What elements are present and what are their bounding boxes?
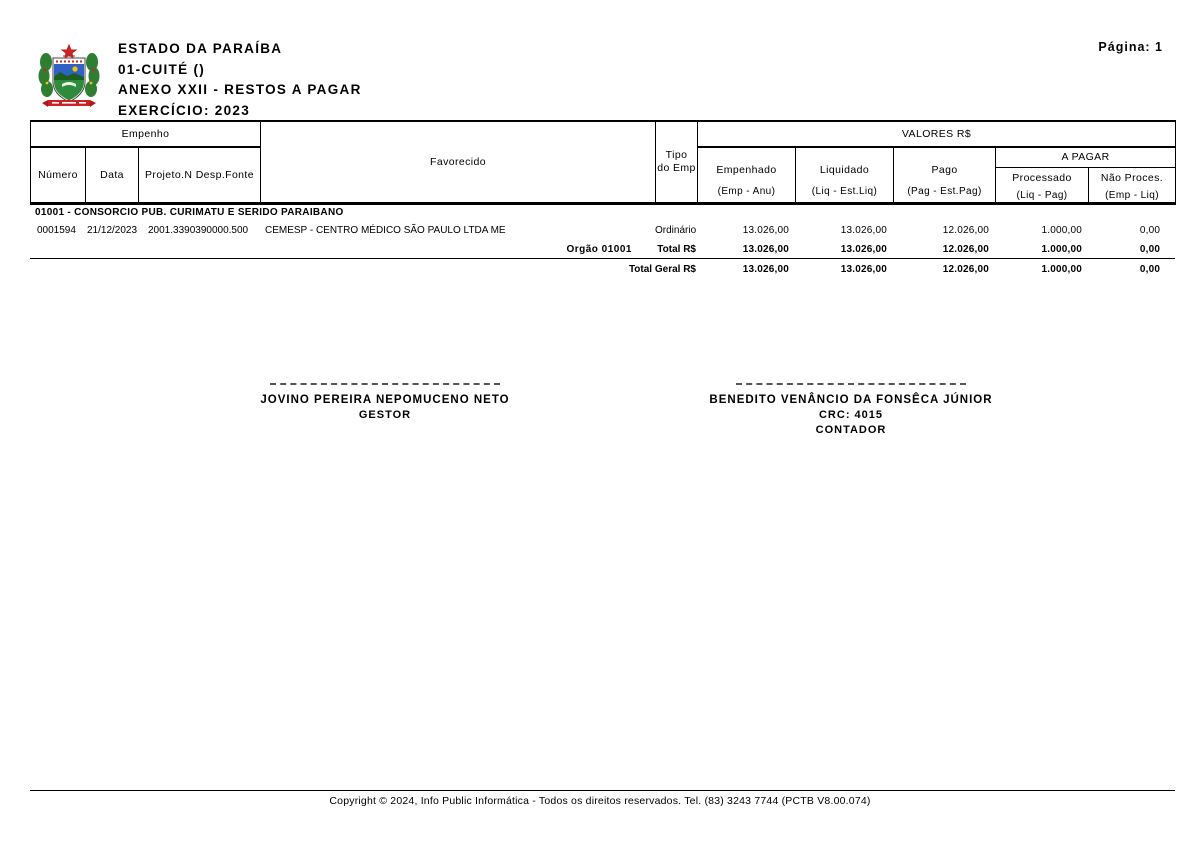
col-group-a-pagar: A PAGAR [996, 147, 1176, 167]
report-title: ANEXO XXII - RESTOS A PAGAR [118, 82, 362, 97]
cell-favorecido: CEMESP - CENTRO MÉDICO SÃO PAULO LTDA ME [265, 225, 506, 236]
signature-line [736, 383, 966, 385]
orgao-empenhado: 13.026,00 [742, 243, 789, 255]
cell-data: 21/12/2023 [87, 225, 138, 236]
group-header-row [30, 205, 1175, 221]
grand-nao-proces: 0,00 [1088, 259, 1175, 280]
col-header-tipo: Tipo do Emp [656, 121, 698, 203]
cell-empenhado: 13.026,00 [742, 225, 789, 236]
table-row [30, 221, 1175, 241]
signature-line [270, 383, 500, 385]
grand-pago: 12.026,00 [893, 259, 995, 280]
orgao-pago: 12.026,00 [942, 243, 989, 255]
grand-total-row [30, 259, 1175, 280]
paraiba-coat-of-arms-icon [38, 44, 100, 110]
cell-pago: 12.026,00 [942, 225, 989, 236]
orgao-total-row [30, 241, 1175, 259]
orgao-liquidado: 13.026,00 [840, 243, 887, 255]
report-table [30, 120, 1175, 280]
grand-liquidado: 13.026,00 [795, 259, 893, 280]
contador-role: CONTADOR [815, 423, 887, 436]
grand-processado: 1.000,00 [995, 259, 1088, 280]
orgao-total-label: Total R$ [657, 243, 696, 255]
page-number: Página: 1 [1098, 40, 1163, 54]
col-header-processado: Processado (Liq - Pag) [996, 167, 1089, 203]
copyright-text: Copyright © 2024, Info Public Informática - Todos os direitos reservados. Tel. (83) 3243 7744 (PCTB V8.00.074) [329, 795, 871, 807]
contador-name: BENEDITO VENÂNCIO DA FONSÊCA JÚNIOR [709, 394, 993, 406]
org-name: ESTADO DA PARAÍBA [118, 41, 283, 56]
cell-liquidado: 13.026,00 [840, 225, 887, 236]
group-header-label: 01001 - CONSORCIO PUB. CURIMATU E SERIDO PARAIBANO [35, 207, 344, 218]
col-header-nao-proces: Não Proces. (Emp - Liq) [1089, 167, 1176, 203]
col-header-favorecido: Favorecido [261, 121, 656, 203]
col-header-empenhado: Empenhado (Emp - Anu) [698, 147, 796, 203]
crest-star [62, 45, 76, 58]
table-body [30, 205, 1175, 280]
orgao-label: Orgão 01001 [566, 243, 632, 255]
signature-contador [681, 383, 1021, 437]
exercise-year: EXERCÍCIO: 2023 [118, 102, 251, 118]
col-header-projeto: Projeto.N Desp.Fonte [139, 147, 261, 203]
cell-nao-proces: 0,00 [1139, 225, 1161, 236]
cell-projeto: 2001.3390390000.500 [148, 225, 249, 236]
col-header-pago: Pago (Pag - Est.Pag) [894, 147, 996, 203]
contador-crc: CRC: 4015 [818, 409, 884, 421]
gestor-role: GESTOR [358, 409, 412, 421]
entity-name: 01-CUITÉ () [118, 61, 206, 77]
orgao-processado: 1.000,00 [1041, 243, 1082, 255]
grand-total-label: Total Geral R$ [30, 259, 697, 280]
orgao-nao-proces: 0,00 [1139, 243, 1161, 255]
signature-gestor [235, 383, 535, 423]
ribbon [42, 100, 96, 107]
cell-tipo: Ordinário [655, 225, 697, 236]
cell-numero: 0001594 [37, 225, 76, 236]
col-header-data: Data [86, 147, 139, 203]
cell-processado: 1.000,00 [1041, 225, 1082, 236]
grand-empenhado: 13.026,00 [697, 259, 795, 280]
shield [53, 58, 85, 102]
report-title-block [118, 39, 362, 121]
col-header-liquidado: Liquidado (Liq - Est.Liq) [796, 147, 894, 203]
gestor-name: JOVINO PEREIRA NEPOMUCENO NETO [260, 394, 510, 406]
col-header-numero: Número [31, 147, 86, 203]
col-group-valores: VALORES R$ [698, 121, 1176, 147]
col-group-empenho: Empenho [31, 121, 261, 147]
table-header [30, 120, 1176, 205]
footer-divider [30, 790, 1175, 791]
